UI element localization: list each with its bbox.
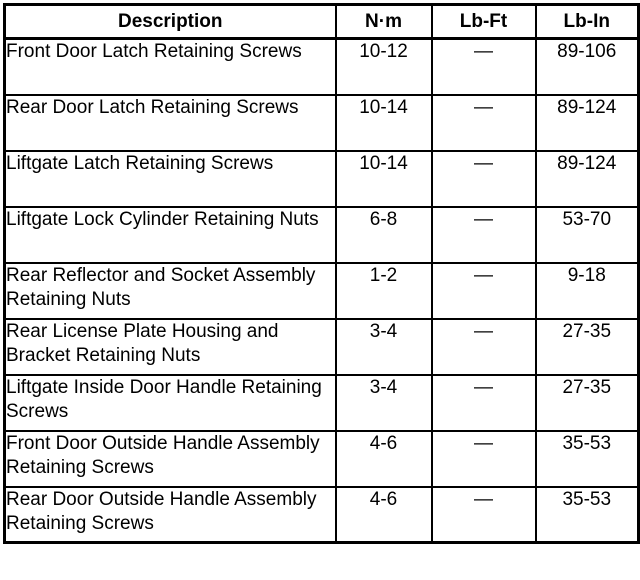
table-row bbox=[5, 375, 639, 431]
nm-cell: 3-4 bbox=[336, 375, 432, 431]
nm-cell: 10-14 bbox=[336, 151, 432, 207]
description-cell: Rear Door Latch Retaining Screws bbox=[5, 95, 336, 151]
lbin-cell: 53-70 bbox=[536, 207, 639, 263]
nm-cell: 1-2 bbox=[336, 263, 432, 319]
lbft-cell: — bbox=[432, 95, 536, 151]
lbin-cell: 27-35 bbox=[536, 319, 639, 375]
table-row bbox=[5, 431, 639, 487]
header-row bbox=[5, 5, 639, 39]
lbft-cell: — bbox=[432, 151, 536, 207]
description-cell: Rear Door Outside Handle Assembly Retaining Screws bbox=[5, 487, 336, 543]
column-header-description: Description bbox=[5, 5, 336, 39]
table-row bbox=[5, 95, 639, 151]
lbin-cell: 89-106 bbox=[536, 39, 639, 95]
lbin-cell: 35-53 bbox=[536, 487, 639, 543]
lbin-cell: 27-35 bbox=[536, 375, 639, 431]
description-cell: Rear Reflector and Socket Assembly Retaining Nuts bbox=[5, 263, 336, 319]
nm-cell: 6-8 bbox=[336, 207, 432, 263]
table-row bbox=[5, 151, 639, 207]
table-row bbox=[5, 319, 639, 375]
lbft-cell: — bbox=[432, 431, 536, 487]
description-cell: Front Door Latch Retaining Screws bbox=[5, 39, 336, 95]
lbft-cell: — bbox=[432, 375, 536, 431]
lbin-cell: 89-124 bbox=[536, 95, 639, 151]
description-cell: Rear License Plate Housing and Bracket Retaining Nuts bbox=[5, 319, 336, 375]
lbft-cell: — bbox=[432, 263, 536, 319]
nm-cell: 4-6 bbox=[336, 487, 432, 543]
column-header-nm: N·m bbox=[336, 5, 432, 39]
nm-cell: 4-6 bbox=[336, 431, 432, 487]
nm-cell: 10-12 bbox=[336, 39, 432, 95]
lbin-cell: 89-124 bbox=[536, 151, 639, 207]
column-header-lbft: Lb-Ft bbox=[432, 5, 536, 39]
lbft-cell: — bbox=[432, 487, 536, 543]
lbft-cell: — bbox=[432, 207, 536, 263]
description-cell: Liftgate Inside Door Handle Retaining Screws bbox=[5, 375, 336, 431]
table-row bbox=[5, 263, 639, 319]
torque-spec-table bbox=[3, 3, 640, 544]
lbin-cell: 9-18 bbox=[536, 263, 639, 319]
lbin-cell: 35-53 bbox=[536, 431, 639, 487]
description-cell: Front Door Outside Handle Assembly Retaining Screws bbox=[5, 431, 336, 487]
description-cell: Liftgate Lock Cylinder Retaining Nuts bbox=[5, 207, 336, 263]
lbft-cell: — bbox=[432, 319, 536, 375]
column-header-lbin: Lb-In bbox=[536, 5, 639, 39]
nm-cell: 3-4 bbox=[336, 319, 432, 375]
table-row bbox=[5, 39, 639, 95]
lbft-cell: — bbox=[432, 39, 536, 95]
table-row bbox=[5, 487, 639, 543]
nm-cell: 10-14 bbox=[336, 95, 432, 151]
description-cell: Liftgate Latch Retaining Screws bbox=[5, 151, 336, 207]
table-row bbox=[5, 207, 639, 263]
